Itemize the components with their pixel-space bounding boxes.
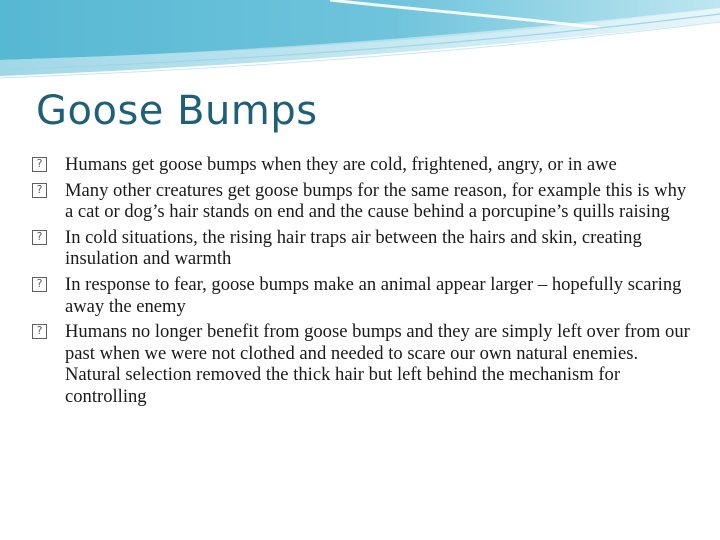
- bullet-marker-icon: ?: [32, 277, 47, 292]
- bullet-text: Humans get goose bumps when they are cold, frightened, angry, or in awe: [65, 154, 617, 175]
- bullet-item: [32, 227, 692, 270]
- bullet-marker-icon: ?: [32, 183, 47, 198]
- bullet-marker-icon: ?: [32, 157, 47, 172]
- bullet-text: In response to fear, goose bumps make an animal appear larger – hopefully scaring away the enemy: [65, 273, 682, 317]
- bullet-text: In cold situations, the rising hair traps air between the hairs and skin, creating insulation and warmth: [65, 226, 642, 270]
- slide-title: Goose Bumps: [36, 88, 318, 134]
- decorative-wave-band: [0, 0, 720, 90]
- bullet-list: [32, 154, 692, 412]
- bullet-item: [32, 321, 692, 407]
- bullet-marker-icon: ?: [32, 324, 47, 339]
- bullet-text: Humans no longer benefit from goose bumps and they are simply left over from our past when we were not clothed and needed to scare our own natural enemies. Natural selection removed the thick hair but left behind the mechanism for controlling: [65, 321, 690, 407]
- bullet-item: [32, 180, 692, 223]
- bullet-item: [32, 154, 692, 176]
- bullet-text: Many other creatures get goose bumps for the same reason, for example this is why a cat or dog’s hair stands on end and the cause behind a porcupine’s quills raising: [65, 179, 687, 223]
- bullet-marker-icon: ?: [32, 230, 47, 245]
- bullet-item: [32, 274, 692, 317]
